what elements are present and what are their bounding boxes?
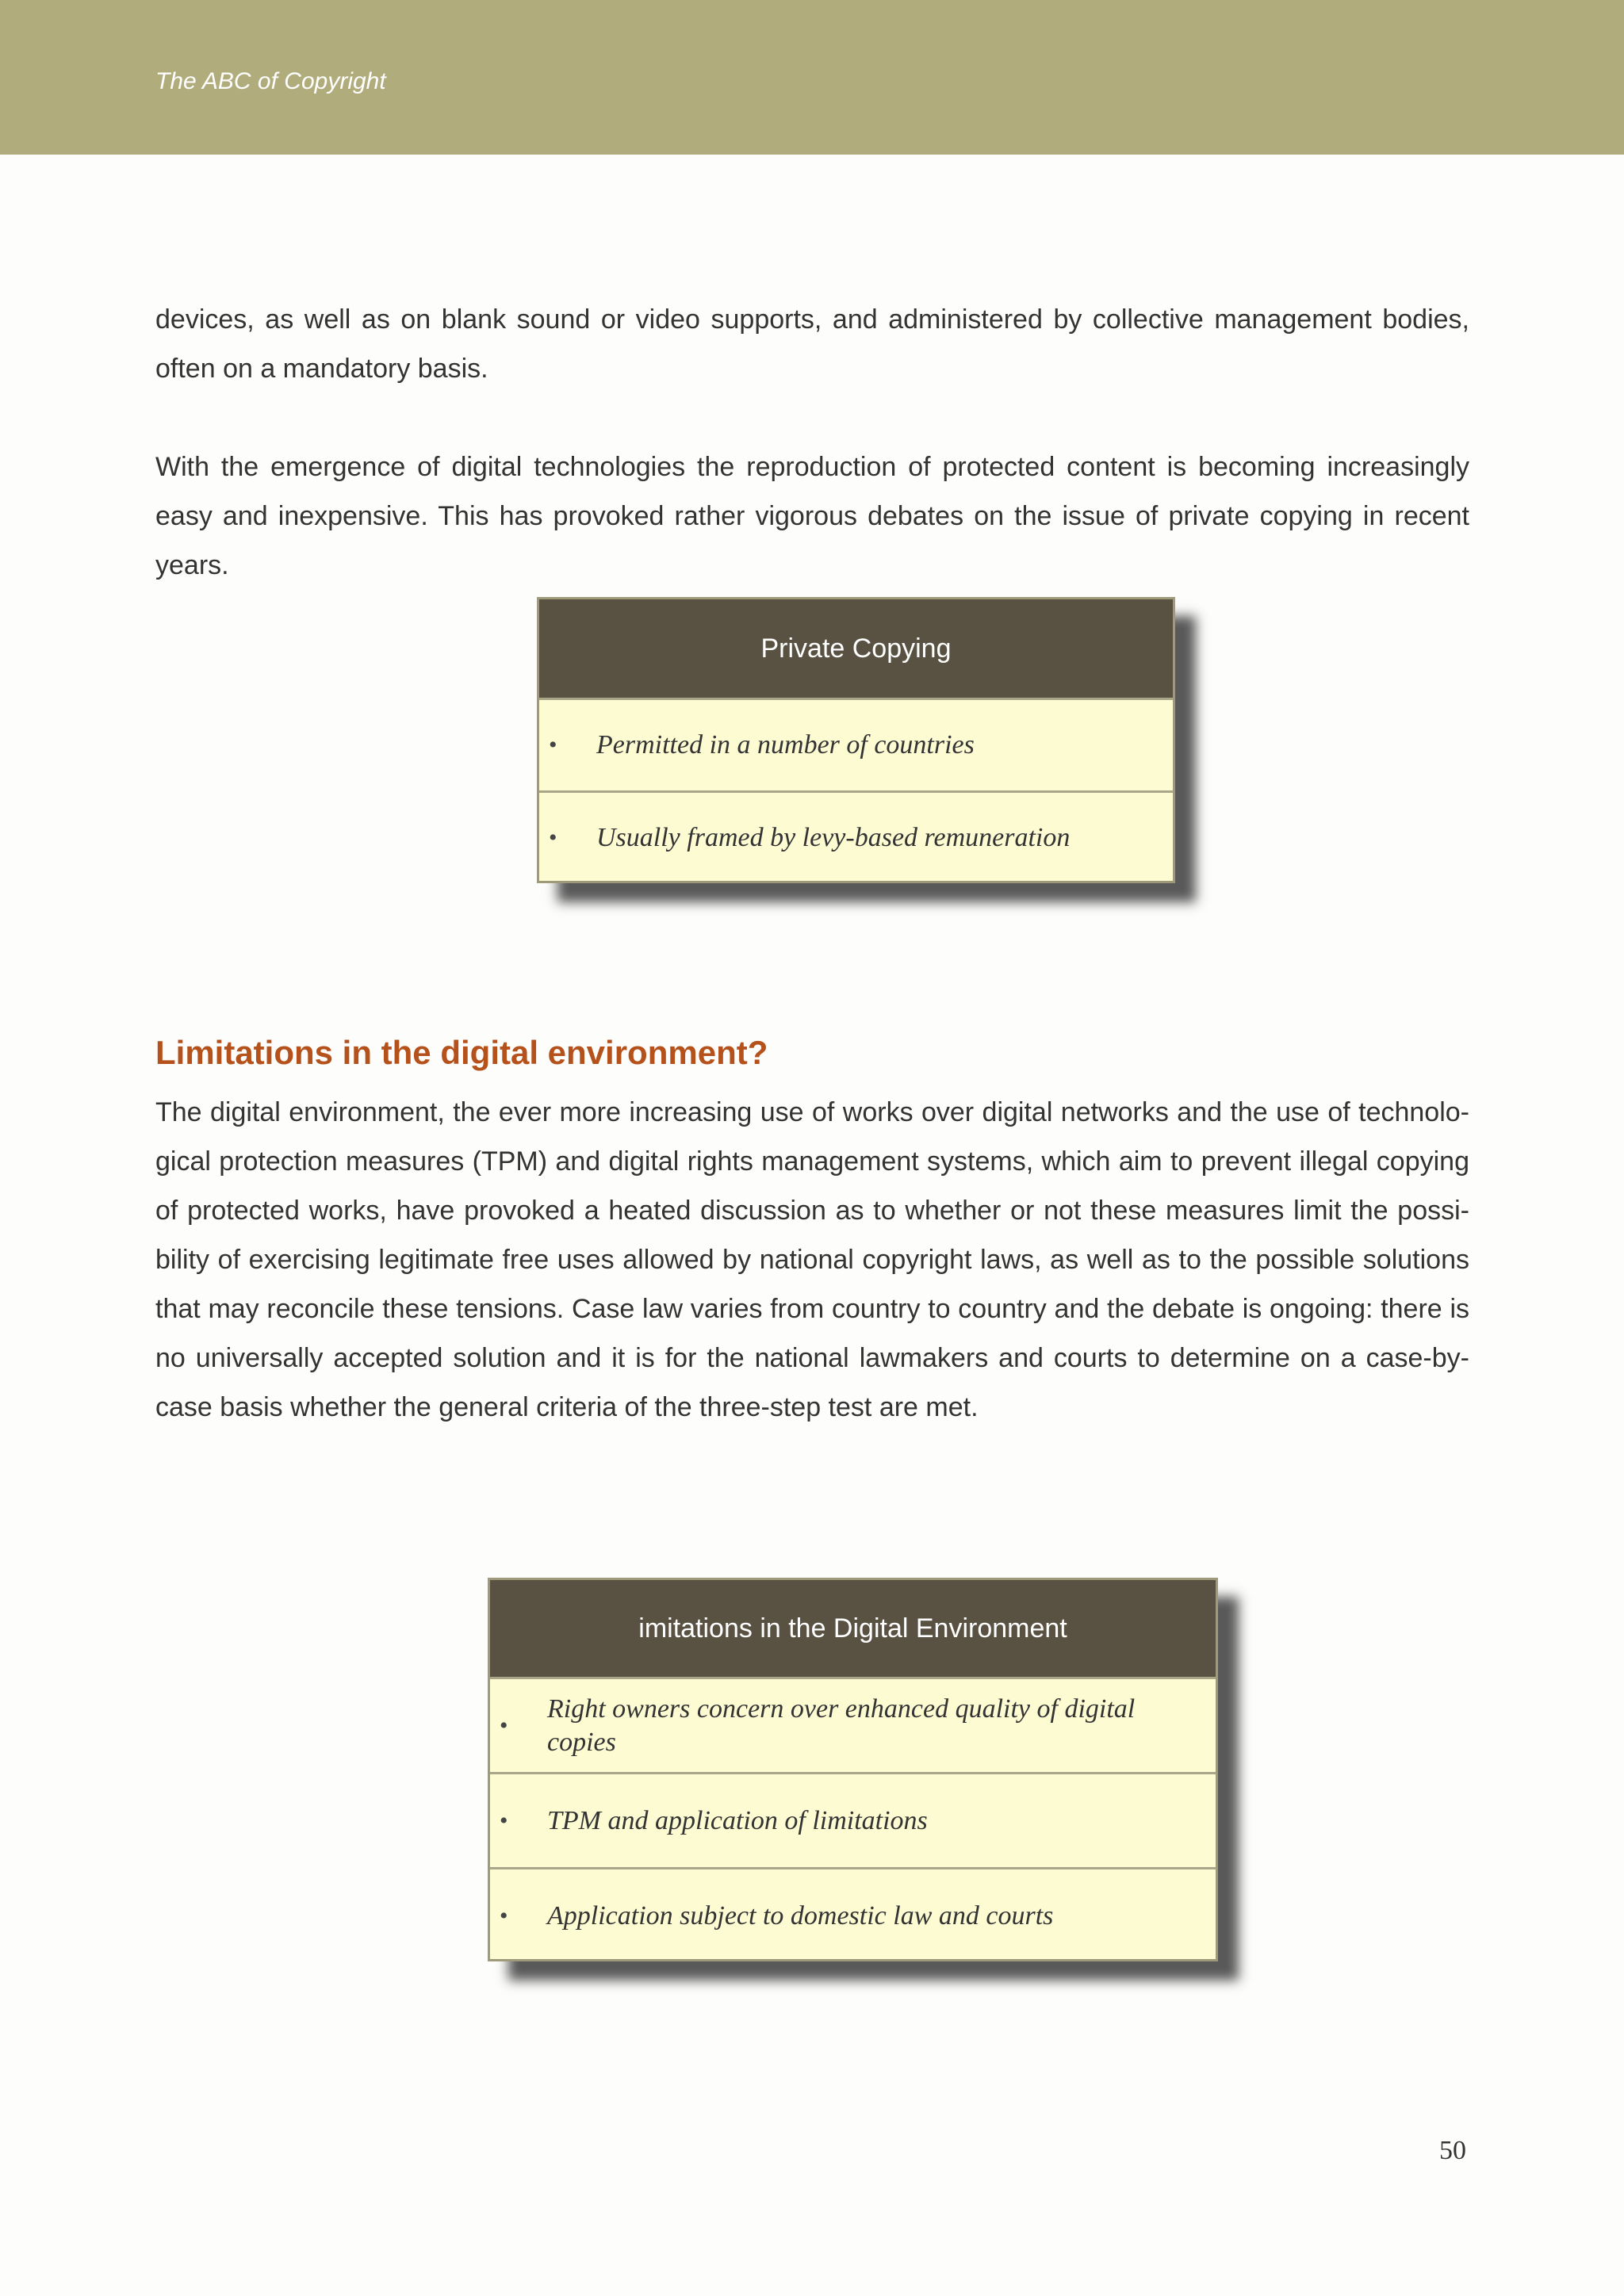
bullet-icon: • — [500, 1807, 508, 1834]
callout-title: Private Copying — [539, 599, 1173, 698]
callout-item — [539, 790, 1173, 883]
callout-item — [490, 1677, 1216, 1772]
callout-item-text: Permitted in a number of countries — [596, 730, 975, 760]
section-heading: Limitations in the digital environment? — [155, 1034, 768, 1071]
body-paragraph: devices, as well as on blank sound or video supports, and administered by collective management bodies, often on a mandatory basis. — [155, 304, 1469, 384]
callout-item — [490, 1867, 1216, 1962]
running-title: The ABC of Copyright — [155, 68, 386, 94]
header-band — [0, 0, 1624, 155]
callout-item-text: Right owners concern over enhanced quality of digital copies — [547, 1693, 1136, 1757]
bullet-icon: • — [500, 1902, 508, 1929]
callout-item-text: Application subject to domestic law and courts — [547, 1900, 1054, 1931]
body-paragraph: The digital environment, the ever more increasing use of works over digital networks and the use of technolo-gical protection measures (TPM) and digital rights management systems, which aim to prevent illegal copying of protected works, have provoked a heated discussion as to whether or not these measures limit the possi-bility of exercising legitimate free uses allowed by national copyright laws, as well as to the possible solutions that may reconcile these tensions. Case law varies from country to country and the debate is ongoing: there is no universally accepted solution and it is for the national lawmakers and courts to determine on a case-by-case basis whether the general criteria of the three-step test are met. — [155, 1097, 1469, 1422]
bullet-icon: • — [500, 1712, 508, 1739]
callout-title: imitations in the Digital Environment — [490, 1580, 1216, 1677]
callout-item-text: Usually framed by levy-based remuneration — [596, 823, 1071, 852]
callout-item — [539, 698, 1173, 790]
page-number: 50 — [1439, 2136, 1466, 2165]
bullet-icon: • — [549, 732, 557, 758]
callout-item-text: TPM and application of limitations — [547, 1805, 928, 1835]
digital-limitations-callout — [488, 1578, 1218, 1961]
private-copying-callout — [537, 597, 1175, 883]
body-paragraph: With the emergence of digital technologies the reproduction of protected content is becoming increasingly easy and inexpensive. This has provoked rather vigorous debates on the issue of private copying in recent years. — [155, 452, 1469, 580]
bullet-icon: • — [549, 825, 557, 851]
callout-item — [490, 1772, 1216, 1867]
